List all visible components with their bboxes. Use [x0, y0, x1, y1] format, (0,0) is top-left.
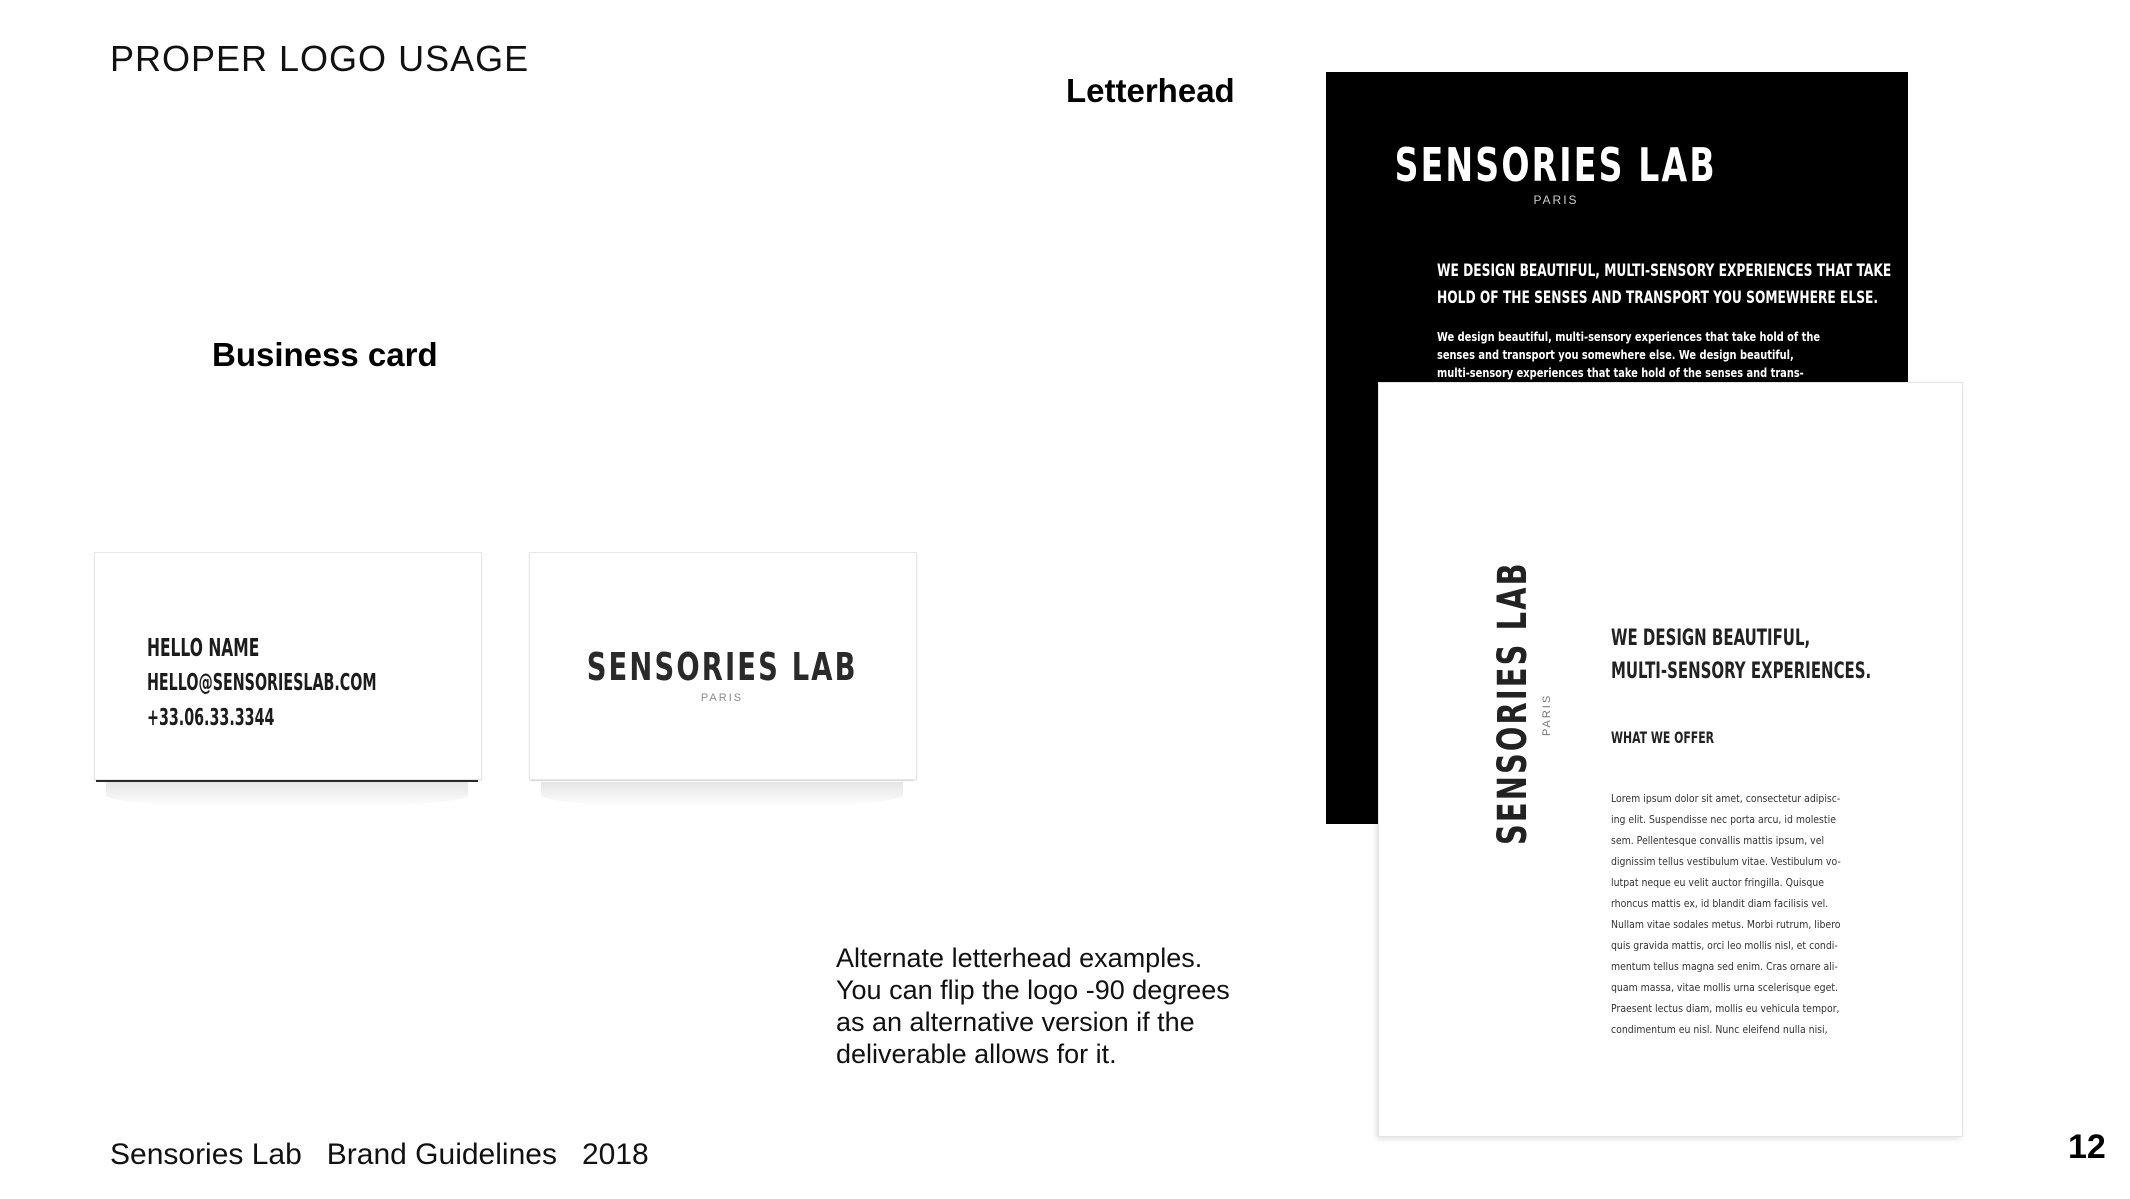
caption-line: as an alternative version if the [836, 1007, 1195, 1037]
body-line: mentum tellus magna sed enim. Cras ornare ali- [1611, 960, 1838, 973]
body-line: Nullam vitae sodales metus. Morbi rutrum, libero [1611, 918, 1841, 931]
letterhead-black-logo-subtitle: PARIS [1533, 193, 1579, 207]
card-contact-email: HELLO@SENSORIESLAB.COM [147, 670, 377, 696]
letterhead-white-rotated-logo [1490, 561, 1536, 845]
body-line: lutpat neque eu velit auctor fringilla. Quisque [1611, 876, 1824, 889]
body-line: We design beautiful, multi-sensory experiences that take hold of the [1437, 330, 1821, 344]
letterhead-white-body [1611, 788, 1881, 1040]
card-front-shadow [106, 782, 468, 808]
body-line: sem. Pellentesque convallis mattis ipsum, vel [1611, 834, 1825, 847]
letterhead-caption [836, 942, 1256, 1070]
body-line: ing elit. Suspendisse nec porta arcu, id molestie [1611, 813, 1836, 826]
body-line: dignissim tellus vestibulum vitae. Vestibulum vo- [1611, 855, 1841, 868]
body-line: senses and transport you somewhere else. We design beautiful, [1437, 348, 1794, 362]
body-line: quis gravida mattis, orci leo mollis nisl, et condi- [1611, 939, 1838, 952]
card-logo-wordmark: SENSORIES LAB [586, 645, 858, 689]
rotated-logo-subtitle: PARIS [1541, 693, 1553, 736]
body-line: condimentum eu nisl. Nunc eleifend nulla nisi, [1611, 1023, 1828, 1036]
letterhead-black-headline [1437, 258, 1891, 312]
letterhead-black-logo [1326, 138, 1786, 192]
headline-line: HOLD OF THE SENSES AND TRANSPORT YOU SOMEWHERE ELSE. [1437, 288, 1879, 308]
caption-line: Alternate letterhead examples. [836, 943, 1203, 973]
rotated-logo-wordmark: SENSORIES LAB [1490, 561, 1536, 845]
caption-line: deliverable allows for it. [836, 1039, 1117, 1069]
body-line: Praesent lectus diam, mollis eu vehicula tempor, [1611, 1002, 1840, 1015]
page-title: PROPER LOGO USAGE [110, 38, 530, 79]
page-number: 12 [2068, 1128, 2106, 1166]
card-contact-name: HELLO NAME [147, 633, 260, 662]
business-card-front [94, 552, 482, 780]
letterhead-white-headline [1611, 622, 1871, 688]
body-line: quam massa, vitae mollis urna scelerisque eget. [1611, 981, 1838, 994]
card-logo [529, 645, 915, 689]
letterhead-black-body [1437, 328, 1827, 382]
card-logo-subtitle: PARIS [700, 692, 744, 704]
caption-line: You can flip the logo -90 degrees [836, 975, 1230, 1005]
body-line: rhoncus mattis ex, id blandit diam facilisis vel. [1611, 897, 1829, 910]
letterhead-black-wordmark: SENSORIES LAB [1394, 138, 1718, 192]
body-line: Lorem ipsum dolor sit amet, consectetur adipisc- [1611, 792, 1841, 805]
card-back-shadow [541, 782, 903, 808]
headline-line: MULTI-SENSORY EXPERIENCES. [1611, 659, 1872, 684]
letterhead-white-subhead: WHAT WE OFFER [1611, 728, 1715, 747]
headline-line: WE DESIGN BEAUTIFUL, [1611, 626, 1811, 651]
body-line: multi-sensory experiences that take hold of the senses and trans- [1437, 366, 1804, 380]
letterhead-heading: Letterhead [1066, 72, 1235, 109]
card-contact-phone: +33.06.33.3344 [147, 705, 275, 731]
headline-line: WE DESIGN BEAUTIFUL, MULTI-SENSORY EXPERIENCES THAT TAKE [1437, 261, 1892, 281]
business-card-heading: Business card [212, 336, 438, 373]
footer-text: Sensories Lab Brand Guidelines 2018 [110, 1138, 649, 1171]
